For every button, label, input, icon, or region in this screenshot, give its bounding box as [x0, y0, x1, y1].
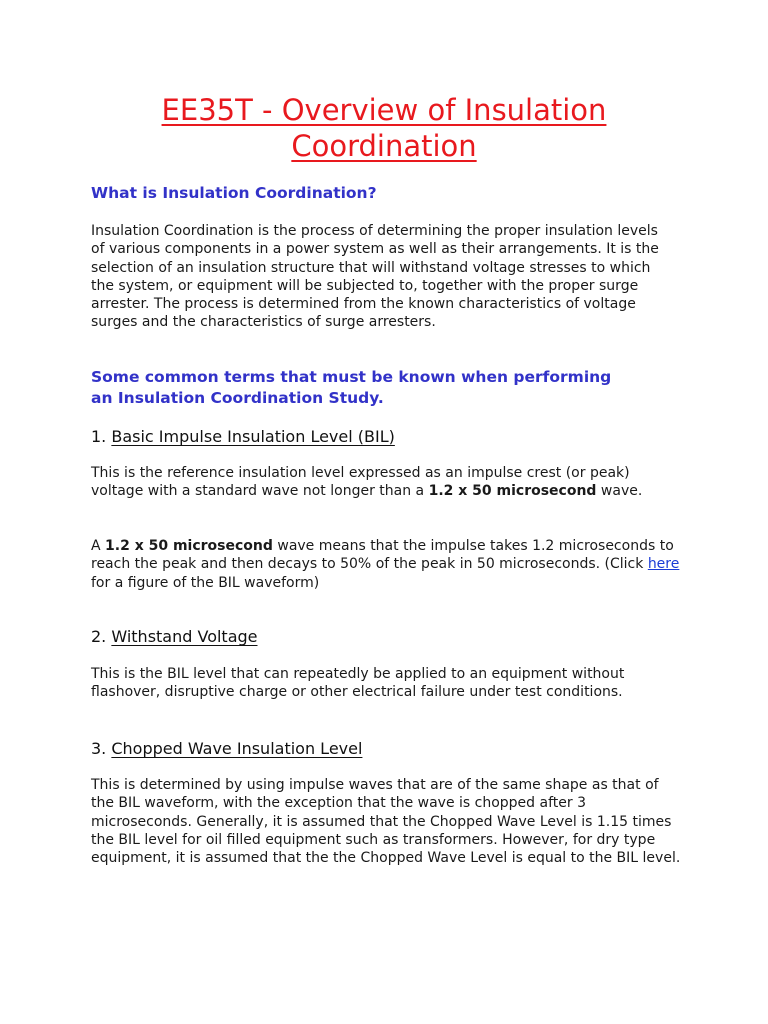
- withstand-paragraph: This is the BIL level that can repeatedly be applied to an equipment without flashover, disruptive charge or other electrical failure under test conditions.: [91, 666, 625, 701]
- title-line-2: Coordination: [291, 129, 477, 163]
- term-heading-chopped-wave: [91, 739, 362, 759]
- text-span: This is the reference insulation level expressed as an impulse crest (or peak) voltage with a standard wave not longer than a: [91, 465, 630, 500]
- term-name: Basic Impulse Insulation Level (BIL): [111, 427, 395, 446]
- bil-waveform-paragraph: [91, 537, 681, 592]
- section-heading-line-2: an Insulation Coordination Study.: [91, 389, 384, 407]
- bold-term: 1.2 x 50 microsecond: [428, 483, 597, 500]
- section-heading-common-terms: [91, 367, 691, 409]
- term-heading-withstand: [91, 627, 258, 647]
- text-span: wave.: [596, 483, 643, 500]
- bold-term: 1.2 x 50 microsecond: [105, 538, 273, 554]
- term-name: Withstand Voltage: [111, 627, 258, 646]
- term-heading-bil: [91, 427, 395, 447]
- page-title: [90, 92, 678, 164]
- text-span: A: [91, 538, 106, 554]
- bil-definition-paragraph: [91, 464, 681, 501]
- title-line-1: EE35T - Overview of Insulation: [161, 93, 607, 127]
- chopped-wave-paragraph: This is determined by using impulse waves that are of the same shape as that of the BIL waveform, with the exception that the wave is chopped after 3 microseconds. Generally, it is assumed that the Chopped Wave Level is 1.15 times the BIL level for oil filled equipment such as transformers. However, for dry type equipment, it is assumed that the the Chopped Wave Level is equal to the BIL level.: [91, 777, 681, 867]
- term-number: 1.: [91, 427, 107, 446]
- intro-paragraph: Insulation Coordination is the process of determining the proper insulation levels of various components in a power system as well as their arrangements. It is the selection of an insulation structure that will withstand voltage stresses to which the system, or equipment will be subjected to, together with the proper surge arrester. The process is determined from the known characteristics of voltage surges and the characteristics of surge arresters.: [91, 223, 659, 331]
- term-name: Chopped Wave Insulation Level: [111, 739, 363, 758]
- term-number: 2.: [91, 627, 107, 646]
- section-heading-what-is: What is Insulation Coordination?: [91, 184, 377, 202]
- text-span: wave means that the impulse takes 1.2 microseconds to reach the peak and then decays to 50% of the peak in 50 microseconds. (Click: [91, 538, 674, 573]
- text-span: for a figure of the BIL waveform): [91, 574, 320, 591]
- bil-waveform-link[interactable]: here: [647, 556, 680, 573]
- term-number: 3.: [91, 739, 107, 758]
- section-heading-line-1: Some common terms that must be known when performing: [91, 368, 612, 386]
